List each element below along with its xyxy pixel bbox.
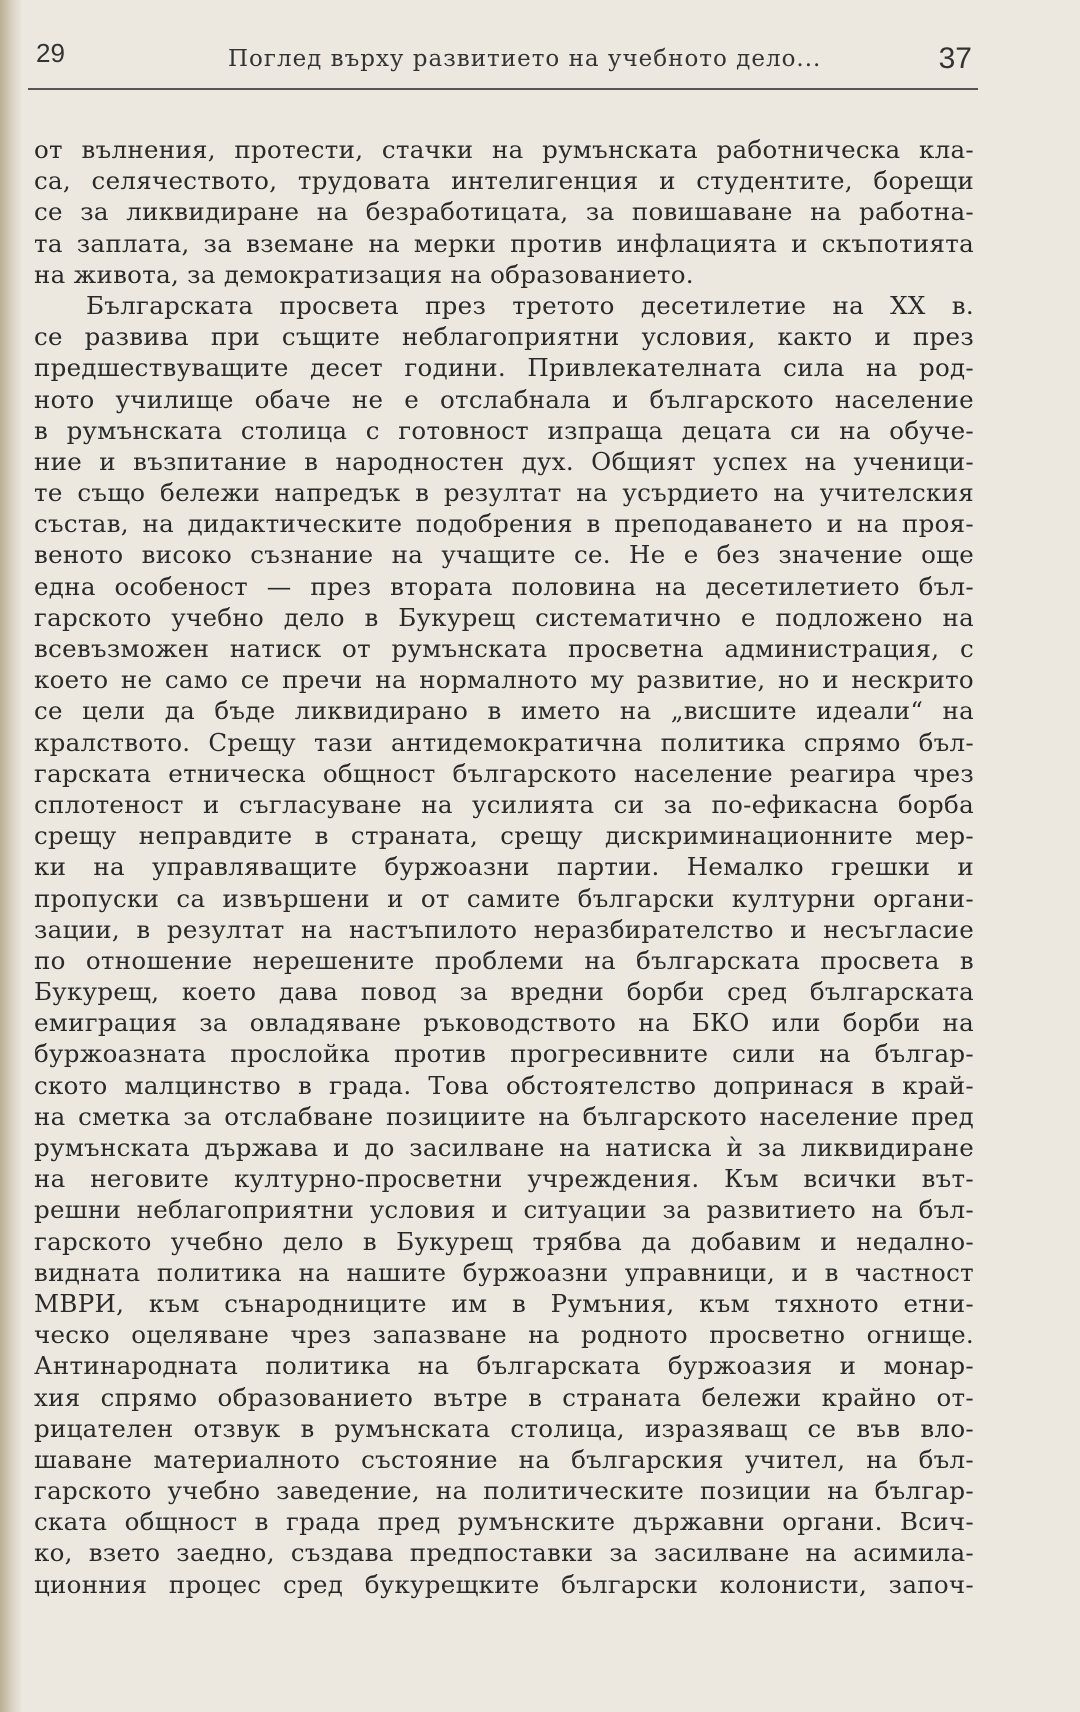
book-page xyxy=(28,0,1038,1712)
text-line: предшествуващите десет години. Привлекателната сила на род- xyxy=(34,353,974,383)
text-line: ки на управляващите буржоазни партии. Немалко грешки и xyxy=(34,852,974,882)
page-number: 37 xyxy=(938,42,972,75)
text-line: ската общност в града пред румънските държавни органи. Всич- xyxy=(34,1507,974,1537)
text-line: зации, в резултат на настъпилото неразбирателство и несъгласие xyxy=(34,914,974,944)
text-line: се за ликвидиране на безработицата, за повишаване на работна- xyxy=(34,197,974,227)
text-line: рицателен отзвук в румънската столица, изразяващ се във вло- xyxy=(34,1413,974,1443)
text-line: веното високо съзнание на учащите се. Не е без значение още xyxy=(34,540,974,570)
text-line: срещу неправдите в страната, срещу дискриминационните мер- xyxy=(34,821,974,851)
text-line: видната политика на нашите буржоазни управници, и в частност xyxy=(34,1257,974,1287)
text-line: ние и възпитание в народностен дух. Общият успех на ученици- xyxy=(34,446,974,476)
text-line: гарското учебно дело в Букурещ систематично е подложено на xyxy=(34,602,974,632)
text-line: по отношение нерешените проблеми на българската просвета в xyxy=(34,945,974,975)
text-line: решни неблагоприятни условия и ситуации за развитието на бъл- xyxy=(34,1195,974,1225)
text-line: шаване материалното състояние на българския учител, на бъл- xyxy=(34,1444,974,1474)
text-line: от вълнения, протести, стачки на румънската работническа кла- xyxy=(34,135,974,164)
text-line: румънската държава и до засилване на натиска ѝ за ликвидиране xyxy=(34,1133,974,1162)
text-line: ко, взето заедно, създава предпоставки за засилване на асимила- xyxy=(34,1538,974,1568)
text-line: та заплата, за вземане на мерки против инфлацията и скъпотията xyxy=(34,228,974,258)
text-line: една особеност — през втората половина на десетилетието бъл- xyxy=(34,571,974,601)
body-text xyxy=(34,134,974,1600)
header-rule xyxy=(28,88,978,90)
text-line: Българската просвета през третото десетилетие на XX в. xyxy=(86,290,974,320)
text-line: пропуски са извършени и от самите български културни органи- xyxy=(34,883,974,913)
text-line: се развива при същите неблагоприятни условия, както и през xyxy=(34,322,974,352)
text-line: гарското учебно заведение, на политическите позиции на българ- xyxy=(34,1476,974,1506)
text-line: което не само се пречи на нормалното му развитие, но и нескрито xyxy=(34,665,974,695)
text-line: буржоазната прослойка против прогресивните сили на българ- xyxy=(34,1039,974,1069)
text-line: емиграция за овладяване ръководството на БКО или борби на xyxy=(34,1008,974,1038)
text-line: те също бележи напредък в резултат на усърдието на учителския xyxy=(34,478,974,508)
folio-number: 29 xyxy=(36,38,65,68)
text-line: ското малцинство в града. Това обстоятелство допринася в край- xyxy=(34,1070,974,1100)
page-header xyxy=(32,30,972,84)
text-line: кралството. Срещу тази антидемократична политика спрямо бъл- xyxy=(34,727,974,757)
text-line: Букурещ, което дава повод за вредни борби сред българската xyxy=(34,977,974,1007)
text-line: на сметка за отслабване позициите на българското население пред xyxy=(34,1101,974,1131)
text-line: ческо оцеляване чрез запазване на родното просветно огнище. xyxy=(34,1320,974,1350)
text-line: в румънската столица с готовност изпраща децата си на обуче- xyxy=(34,415,974,445)
text-line: на неговите културно-просветни учреждения. Към всички вът- xyxy=(34,1164,974,1194)
text-line: гарската етническа общност българското население реагира чрез xyxy=(34,758,974,788)
text-line: Антинародната политика на българската буржоазия и монар- xyxy=(34,1351,974,1381)
running-head: Поглед върху развитието на учебното дело... xyxy=(228,46,822,72)
text-line: на живота, за демократизация на образованието. xyxy=(34,259,694,289)
text-line: хия спрямо образованието вътре в страната бележи крайно от- xyxy=(34,1382,974,1412)
text-line: гарското учебно дело в Букурещ трябва да добавим и недално- xyxy=(34,1226,974,1256)
text-line: състав, на дидактическите подобрения в преподаването и на проя- xyxy=(34,509,974,539)
text-line: сплотеност и съгласуване на усилията си за по-ефикасна борба xyxy=(34,789,974,819)
text-line: МВРИ, към сънародниците им в Румъния, към тяхното етни- xyxy=(34,1288,974,1318)
text-line: всевъзможен натиск от румънската просветна администрация, с xyxy=(34,634,974,663)
text-line: се цели да бъде ликвидирано в името на „висшите идеали“ на xyxy=(34,696,974,726)
text-line: са, селячеството, трудовата интелигенция и студентите, борещи xyxy=(34,166,974,196)
text-line: ното училище обаче не е отслабнала и българското население xyxy=(34,384,974,414)
book-spine-edge xyxy=(0,0,22,1712)
text-line: ционния процес сред букурещките български колонисти, започ- xyxy=(34,1569,974,1599)
